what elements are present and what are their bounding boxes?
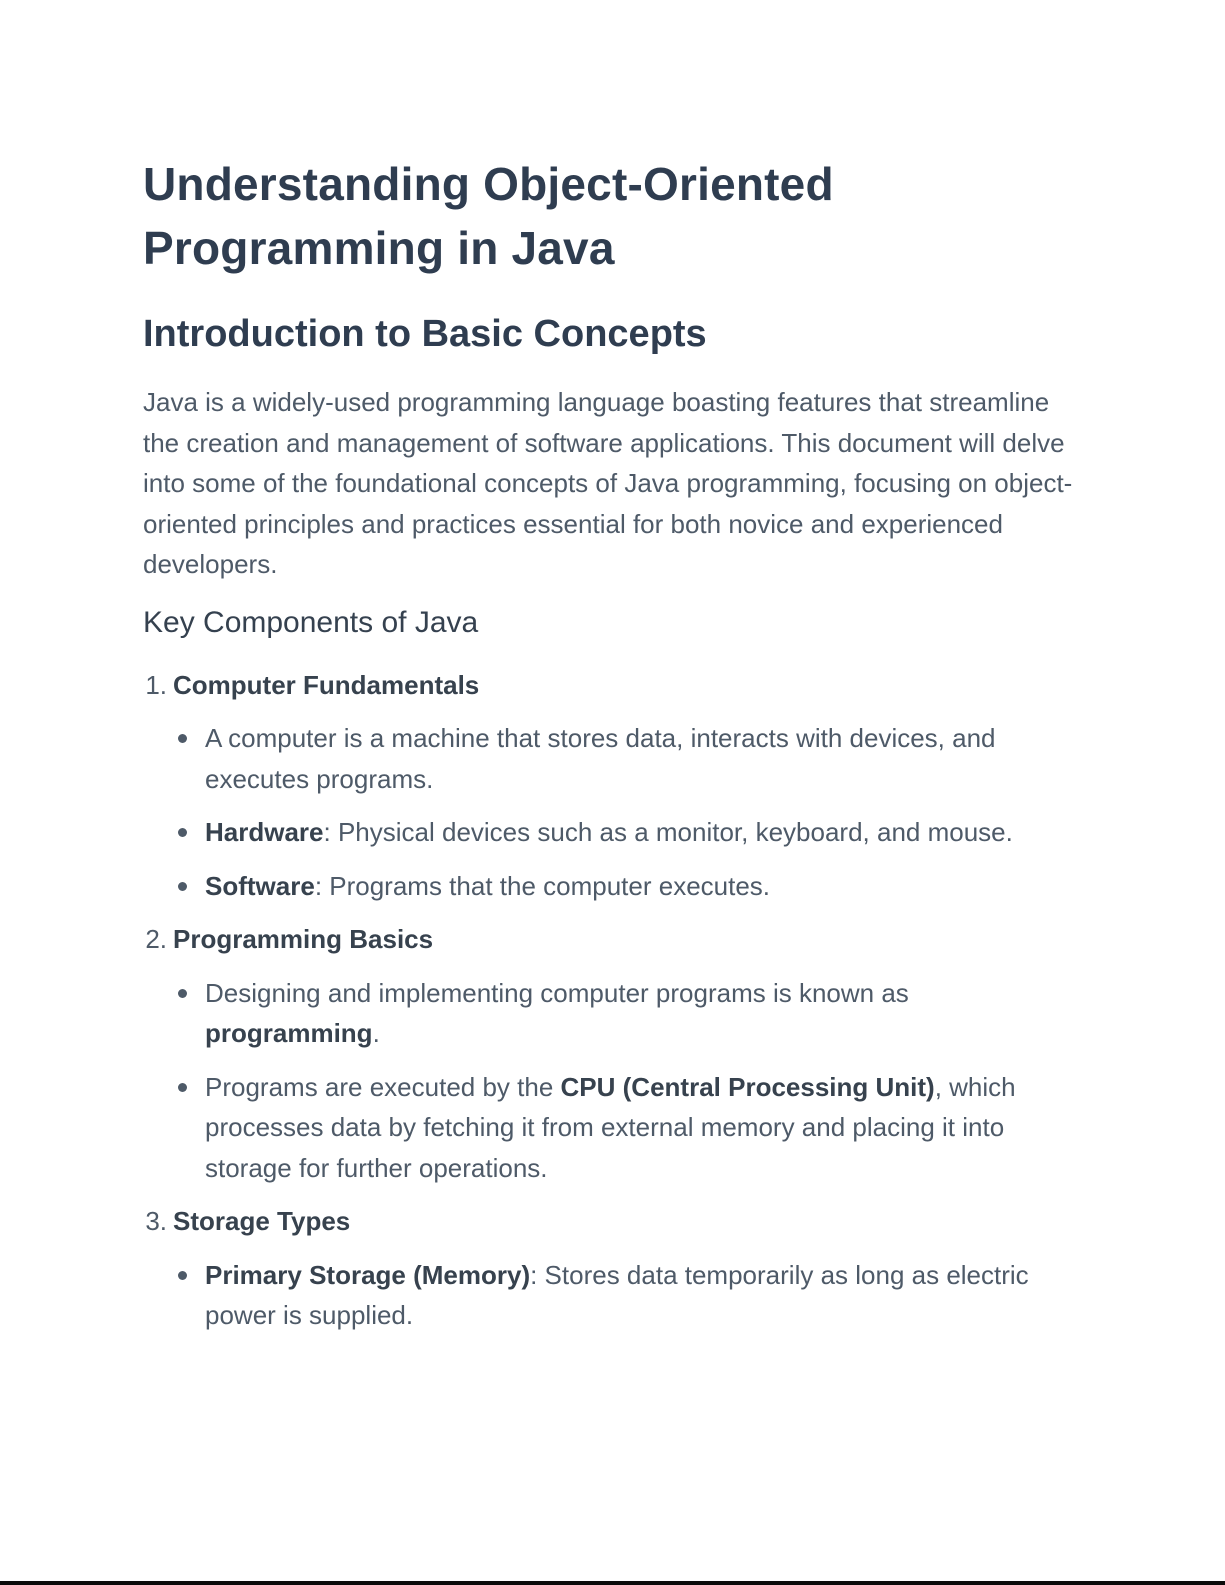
document-title	[143, 152, 1087, 280]
list-item-1-number: 1.	[145, 669, 167, 700]
bullet-text-pre: Programs are executed by the	[205, 1071, 561, 1102]
bullet-dot-icon	[178, 1083, 187, 1092]
list-item-programming-basics	[143, 919, 1087, 960]
section-heading-introduction: Introduction to Basic Concepts	[143, 313, 707, 355]
bullet-text	[205, 866, 1087, 907]
bullet-text-bold: Hardware	[205, 817, 324, 847]
bullet-text-post: : Programs that the computer executes.	[314, 870, 771, 901]
key-components-list	[143, 665, 1087, 1336]
bullet-text-post: .	[372, 1018, 380, 1048]
subsection-heading-key-components: Key Components of Java	[143, 605, 479, 639]
bullet-item	[178, 1255, 1087, 1336]
bullet-text	[205, 1255, 1087, 1336]
bullet-dot-icon	[178, 828, 187, 837]
bullet-text	[205, 1067, 1087, 1189]
bullet-text-post: : Physical devices such as a monitor, keyboard, and mouse.	[323, 817, 1013, 847]
document-title-line-2: Programming in Java	[143, 222, 615, 274]
bullet-text	[205, 718, 1087, 799]
list-item-3-title: Storage Types	[173, 1206, 351, 1236]
document-title-line-1: Understanding Object-Oriented	[143, 158, 834, 210]
bullet-text-bold: programming	[205, 1018, 373, 1048]
bullet-text	[205, 812, 1087, 853]
bullet-item	[178, 866, 1087, 907]
bullet-item	[178, 973, 1087, 1054]
list-item-2-number: 2.	[145, 924, 167, 954]
bullet-text-bold: Primary Storage (Memory)	[205, 1259, 531, 1290]
bullet-text-pre: Designing and implementing computer programs is known as	[205, 977, 909, 1008]
list-item-storage-types	[143, 1201, 1087, 1242]
bullet-text-bold: CPU (Central Processing Unit)	[560, 1071, 935, 1102]
list-item-computer-fundamentals	[143, 665, 1087, 706]
bullet-text-pre: A computer is a machine that stores data, interacts with devices, and executes programs.	[205, 723, 996, 794]
list-item-1-title: Computer Fundamentals	[173, 669, 480, 700]
bullet-dot-icon	[178, 989, 187, 998]
bullet-item	[178, 718, 1087, 799]
list-item-3-number: 3.	[145, 1206, 167, 1236]
list-item-2-bullets	[143, 973, 1087, 1189]
list-item-3-bullets	[143, 1255, 1087, 1336]
bullet-text	[205, 973, 1087, 1054]
list-item-1-bullets	[143, 718, 1087, 906]
bullet-dot-icon	[178, 882, 187, 891]
list-item-2-title: Programming Basics	[173, 924, 434, 954]
bullet-dot-icon	[178, 734, 187, 743]
intro-paragraph: Java is a widely-used programming language boasting features that streamline the creation and management of software applications. This document will delve into some of the foundational concepts of Java programming, focusing on object-oriented principles and practices essential for both novice and experienced developers.	[143, 387, 1073, 579]
bullet-dot-icon	[178, 1271, 187, 1280]
bullet-text-post: : Stores data temporarily as long as electric power is supplied.	[205, 1259, 1029, 1330]
bullet-item	[178, 1067, 1087, 1189]
bullet-text-post: , which processes data by fetching it from external memory and placing it into storage for further operations.	[205, 1071, 1016, 1183]
bullet-text-bold: Software	[205, 870, 315, 901]
bullet-item	[178, 812, 1087, 853]
